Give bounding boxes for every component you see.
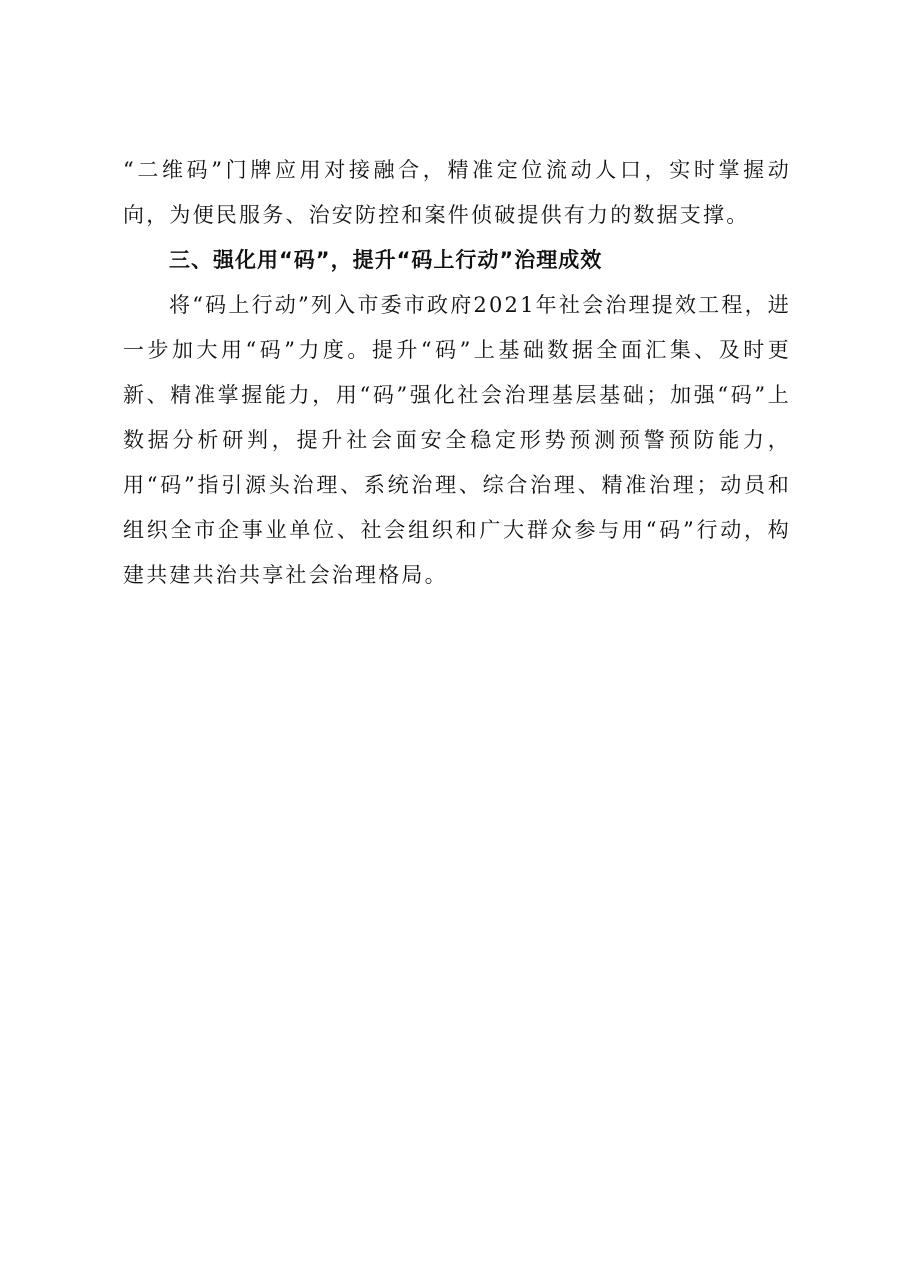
paragraph-continued: “二维码”门牌应用对接融合，精准定位流动人口，实时掌握动向，为便民服务、治安防控和案件侦破提供有力的数据支撑。 — [123, 158, 791, 227]
section-heading: 三、强化用“码”，提升“码上行动”治理成效 — [169, 248, 603, 272]
document-body — [123, 148, 791, 598]
paragraph-body: 将“码上行动”列入市委市政府2021年社会治理提效工程，进一步加大用“码”力度。提升“码”上基础数据全面汇集、及时更新、精准掌握能力，用“码”强化社会治理基层基础；加强“码”上数据分析研判，提升社会面安全稳定形势预测预警预防能力，用“码”指引源头治理、系统治理、综合治理、精准治理；动员和组织全市企事业单位、社会组织和广大群众参与用“码”行动，构建共建共治共享社会治理格局。 — [123, 293, 791, 587]
